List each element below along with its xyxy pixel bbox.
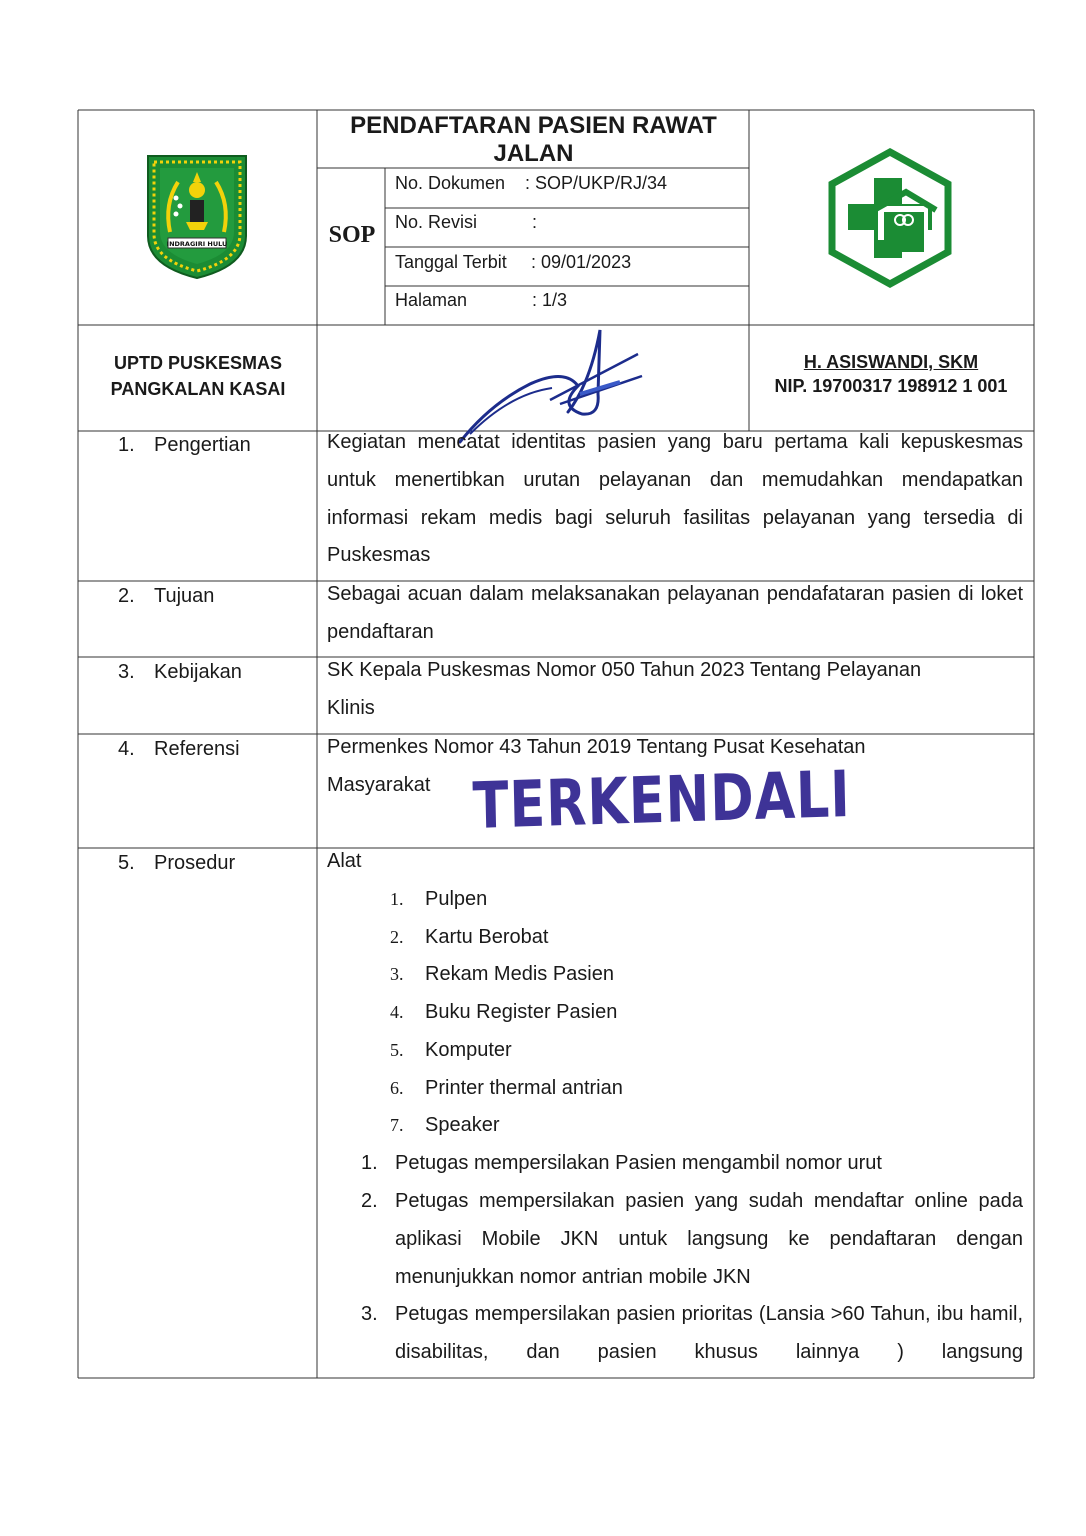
meta-value: : 09/01/2023 xyxy=(531,252,632,272)
alat-heading: Alat xyxy=(327,850,362,872)
referensi-line-1: Permenkes Nomor 43 Tahun 2019 Tentang Pusat Kesehatan xyxy=(327,736,866,758)
tool-text: Komputer xyxy=(425,1039,512,1061)
tool-text: Printer thermal antrian xyxy=(425,1077,623,1099)
signer-block xyxy=(750,350,1032,398)
puskesmas-cross-icon xyxy=(828,148,952,288)
kebijakan-line-1: SK Kepala Puskesmas Nomor 050 Tahun 2023 Tentang Pelayanan xyxy=(327,659,922,681)
section-label-tujuan xyxy=(118,584,214,608)
org-line-2: PANGKALAN KASAI xyxy=(110,379,286,399)
org-line-1: UPTD PUSKESMAS xyxy=(113,353,283,373)
section-number: 5. xyxy=(118,852,135,874)
tool-number: 6. xyxy=(390,1078,404,1098)
regency-emblem-logo xyxy=(146,154,248,280)
section-label-referensi xyxy=(118,737,240,761)
tujuan-text: Sebagai acuan dalam melaksanakan pelayanan pendafataran pasien di loket pendaftaran xyxy=(327,583,1023,643)
step-number: 2. xyxy=(361,1190,378,1212)
section-number: 1. xyxy=(118,434,135,456)
tool-item xyxy=(390,1107,500,1145)
meta-key: Tanggal Terbit xyxy=(395,252,507,272)
pengertian-text: Kegiatan mencatat identitas pasien yang baru pertama kali kepuskesmas untuk menertibkan urutan pelayanan dan memudahkan mendapatkan informasi rekam medis bagi seluruh fasilitas pelayanan yang tersedia di Puskesmas xyxy=(327,431,1023,567)
tool-item xyxy=(390,956,614,994)
section-label-pengertian xyxy=(118,433,251,457)
terkendali-stamp: TERKENDALI xyxy=(472,757,852,844)
org-name xyxy=(80,350,316,402)
kebijakan-line-2: Klinis xyxy=(327,696,375,719)
tool-number: 7. xyxy=(390,1115,404,1135)
step-number: 3. xyxy=(361,1303,378,1325)
meta-key: No. Dokumen xyxy=(395,173,506,193)
meta-key: Halaman xyxy=(395,290,468,310)
tool-number: 4. xyxy=(390,1002,404,1022)
section-title: Referensi xyxy=(154,738,240,760)
tool-number: 3. xyxy=(390,964,404,984)
section-title: Pengertian xyxy=(154,434,251,456)
meta-value: : SOP/UKP/RJ/34 xyxy=(525,173,668,193)
section-title: Kebijakan xyxy=(154,661,242,683)
meta-no-revisi xyxy=(395,211,537,233)
signer-nip: NIP. 19700317 198912 1 001 xyxy=(774,376,1008,396)
tool-item xyxy=(390,881,487,919)
emblem-ribbon-text: INDRAGIRI HULU xyxy=(166,240,228,248)
signer-name: H. ASISWANDI, SKM xyxy=(803,352,979,372)
tool-text: Kartu Berobat xyxy=(425,926,549,948)
meta-value: : xyxy=(532,212,538,232)
section-label-prosedur xyxy=(118,851,235,875)
meta-key: No. Revisi xyxy=(395,212,478,232)
tool-text: Buku Register Pasien xyxy=(425,1001,618,1023)
section-number: 3. xyxy=(118,661,135,683)
referensi-line-2: Masyarakat xyxy=(327,773,431,796)
tool-text: Pulpen xyxy=(425,888,488,910)
section-title: Prosedur xyxy=(154,852,236,874)
tool-text: Rekam Medis Pasien xyxy=(425,963,614,985)
tool-item xyxy=(390,919,548,957)
tool-item xyxy=(390,1070,623,1108)
section-number: 2. xyxy=(118,585,135,607)
step-number: 1. xyxy=(361,1152,378,1174)
sop-label: SOP xyxy=(328,222,376,248)
meta-no-dokumen xyxy=(395,172,667,194)
tool-number: 1. xyxy=(390,889,404,909)
tool-item xyxy=(390,994,617,1032)
kebijakan-text xyxy=(327,652,1023,728)
tool-text: Speaker xyxy=(425,1114,500,1136)
section-title: Tujuan xyxy=(154,585,215,607)
meta-halaman xyxy=(395,289,567,311)
meta-tanggal-terbit xyxy=(395,251,631,273)
step-text: Petugas mempersilakan pasien yang sudah mendaftar online pada aplikasi Mobile JKN untuk langsung ke pendaftaran dengan menunjukkan nomor antrian mobile JKN xyxy=(395,1190,1023,1288)
section-number: 4. xyxy=(118,738,135,760)
tool-item xyxy=(390,1032,512,1070)
tool-number: 2. xyxy=(390,927,404,947)
step-text: Petugas mempersilakan Pasien mengambil nomor urut xyxy=(395,1152,882,1174)
section-label-kebijakan xyxy=(118,660,242,684)
page-title: PENDAFTARAN PASIEN RAWAT JALAN xyxy=(350,112,717,167)
meta-value: : 1/3 xyxy=(532,290,568,310)
tool-number: 5. xyxy=(390,1040,404,1060)
step-text: Petugas mempersilakan pasien prioritas (Lansia >60 Tahun, ibu hamil, disabilitas, dan pasien khusus lainnya ) langsung xyxy=(395,1303,1023,1363)
